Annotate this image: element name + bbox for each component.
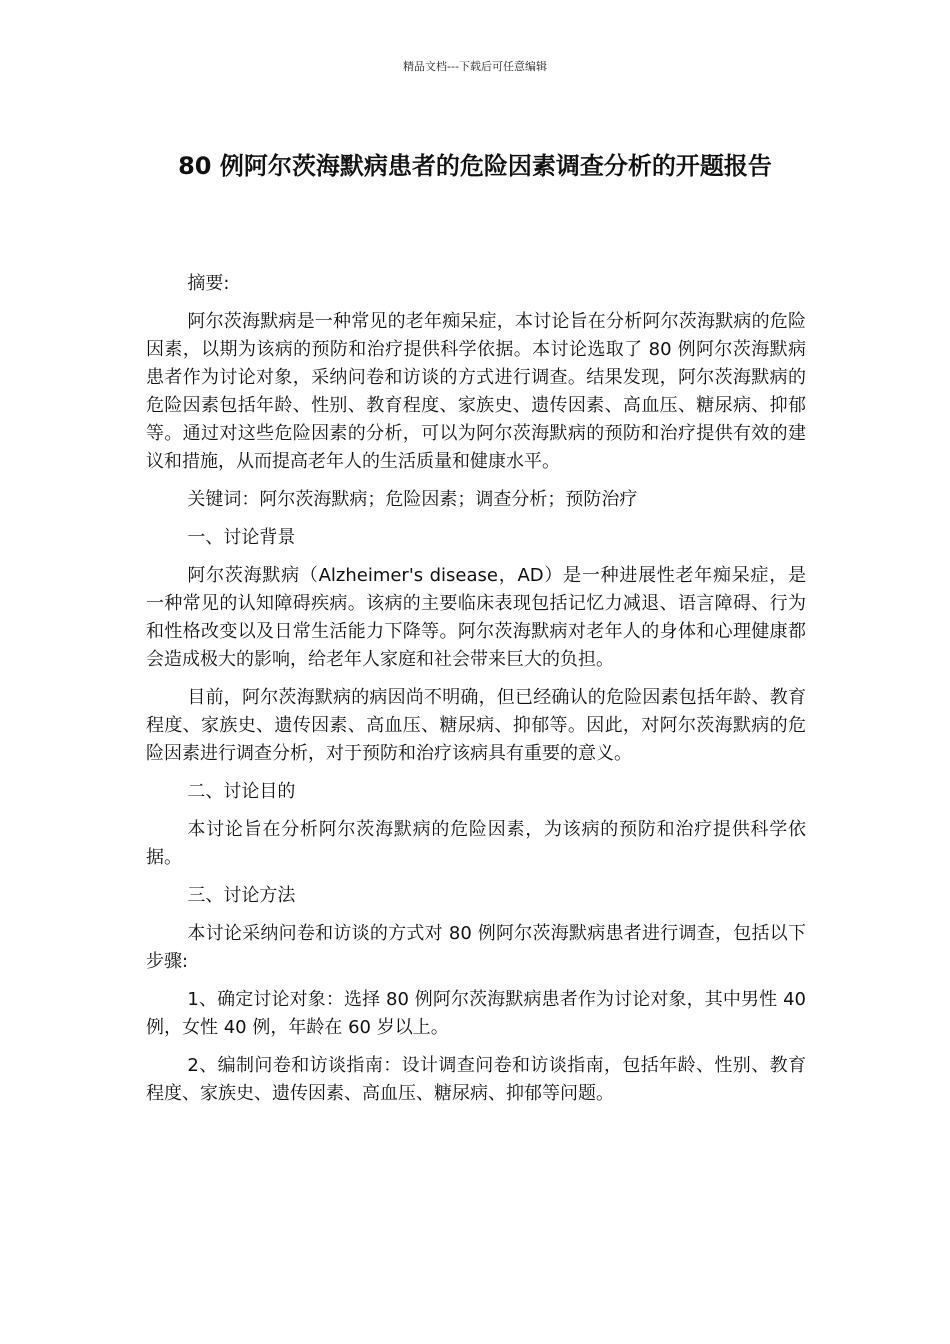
keywords-line: 关键词：阿尔茨海默病；危险因素；调查分析；预防治疗 (187, 489, 638, 510)
document-body (146, 270, 806, 1118)
method-step-2: 2、编制问卷和访谈指南：设计调查问卷和访谈指南，包括年龄、性别、教育程度、家族史、遗传因素、高血压、糖尿病、抑郁等问题。 (146, 1055, 806, 1104)
method-step-1: 1、确定讨论对象：选择 80 例阿尔茨海默病患者作为讨论对象，其中男性 40 例，女性 40 例，年龄在 60 岁以上。 (146, 989, 806, 1038)
section-heading-method: 三、讨论方法 (187, 885, 296, 906)
section-heading-background: 一、讨论背景 (187, 527, 296, 548)
header-note: 精品文档---下载后可任意编辑 (403, 60, 547, 73)
method-paragraph: 本讨论采纳问卷和访谈的方式对 80 例阿尔茨海默病患者进行调查，包括以下步骤: (146, 923, 806, 972)
background-paragraph-1: 阿尔茨海默病（Alzheimer's disease，AD）是一种进展性老年痴呆症，是一种常见的认知障碍疾病。该病的主要临床表现包括记忆力减退、语言障碍、行为和性格改变以及日常生活能力下降等。阿尔茨海默病对老年人的身体和心理健康都会造成极大的影响，给老年人家庭和社会带来巨大的负担。 (146, 565, 806, 670)
background-paragraph-2: 目前，阿尔茨海默病的病因尚不明确，但已经确认的危险因素包括年龄、教育程度、家族史、遗传因素、高血压、糖尿病、抑郁等。因此，对阿尔茨海默病的危险因素进行调查分析，对于预防和治疗该病具有重要的意义。 (146, 687, 806, 764)
purpose-paragraph: 本讨论旨在分析阿尔茨海默病的危险因素，为该病的预防和治疗提供科学依据。 (146, 819, 806, 868)
section-heading-purpose: 二、讨论目的 (187, 781, 296, 802)
document-title: 80 例阿尔茨海默病患者的危险因素调查分析的开题报告 (178, 152, 772, 180)
abstract-paragraph: 阿尔茨海默病是一种常见的老年痴呆症，本讨论旨在分析阿尔茨海默病的危险因素，以期为该病的预防和治疗提供科学依据。本讨论选取了 80 例阿尔茨海默病患者作为讨论对象，采纳问卷和访谈的方式进行调查。结果发现，阿尔茨海默病的危险因素包括年龄、性别、教育程度、家族史、遗传因素、高血压、糖尿病、抑郁等。通过对这些危险因素的分析，可以为阿尔茨海默病的预防和治疗提供有效的建议和措施，从而提高老年人的生活质量和健康水平。 (146, 311, 806, 472)
abstract-label: 摘要: (187, 273, 230, 294)
